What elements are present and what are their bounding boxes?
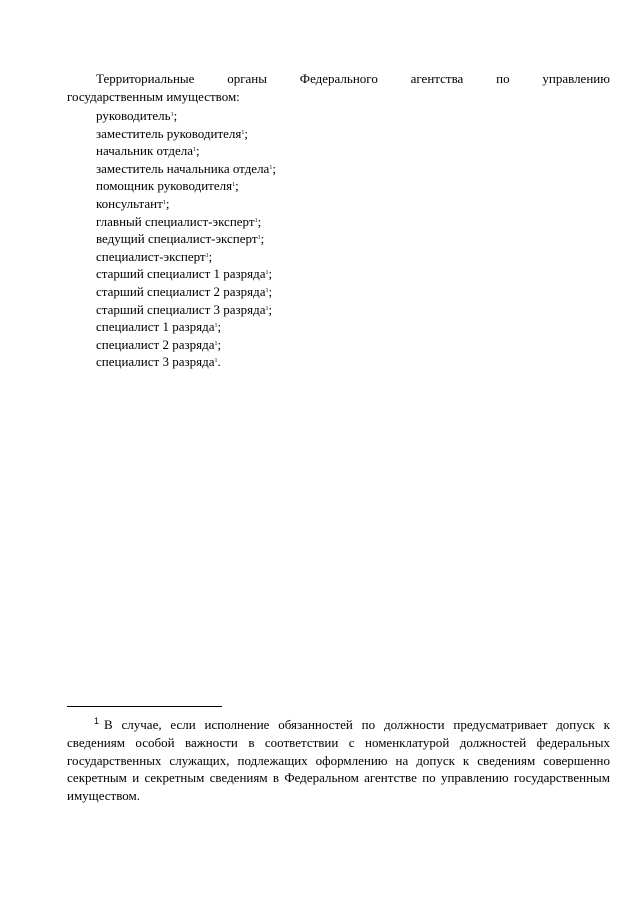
- footnote-reference: 1: [257, 235, 261, 242]
- footnote-divider: [67, 706, 222, 707]
- heading-word: управлению: [542, 71, 610, 86]
- footnote-reference: 1: [265, 287, 269, 294]
- footnote-reference: 1: [193, 147, 197, 154]
- heading-word: органы: [227, 71, 267, 86]
- footnote-reference: 1: [232, 182, 236, 189]
- footnote-reference: 1: [214, 340, 218, 347]
- position-item: консультант$^1$;: [96, 195, 170, 211]
- footnote-reference: 1: [214, 323, 218, 330]
- position-item: помощник руководителя$^1$;: [96, 178, 239, 194]
- position-item: старший специалист 3 разряда$^1$;: [96, 301, 273, 317]
- position-item: старший специалист 1 разряда$^1$;: [96, 266, 273, 282]
- position-item: ведущий специалист-эксперт$^1$;: [96, 231, 265, 247]
- position-item: старший специалист 2 разряда$^1$;: [96, 283, 273, 299]
- section-heading: [67, 70, 610, 105]
- position-item: специалист 1 разряда$^1$;: [96, 319, 222, 335]
- heading-word: агентства: [410, 71, 464, 86]
- footnote-reference: 1: [162, 199, 166, 206]
- position-item: заместитель руководителя$^1$;: [96, 125, 249, 141]
- footnote-number: 1: [94, 716, 100, 726]
- position-item: специалист-эксперт$^1$;: [96, 248, 213, 264]
- position-item: специалист 2 разряда$^1$;: [96, 336, 222, 352]
- footnote-reference: 1: [241, 129, 245, 136]
- position-item: главный специалист-эксперт$^1$;: [96, 213, 262, 229]
- heading-line-2: государственным имуществом:: [67, 88, 240, 104]
- footnote: [67, 716, 610, 805]
- heading-line-1: [67, 70, 610, 88]
- positions-list: [96, 107, 276, 371]
- footnote-reference: 1: [170, 112, 174, 118]
- footnote-reference: 1: [254, 217, 258, 224]
- footnote-reference: 1: [214, 358, 218, 365]
- heading-word: Территориальные: [96, 71, 195, 86]
- position-item: руководитель$^1$;: [96, 108, 178, 123]
- heading-word: по: [496, 71, 510, 86]
- footnote-reference: 1: [269, 164, 273, 171]
- footnote-reference: 1: [205, 252, 209, 259]
- footnote-reference: 1: [265, 305, 269, 312]
- position-item: заместитель начальника отдела$^1$;: [96, 160, 276, 176]
- footnote-text: В случае, если исполнение обязанностей по должности предусматривает допуск к сведениям особой важности в соответствии с номенклатурой должностей федеральных государственных служащих, подлежащих оформлению на допуск к сведениям совершенно секретным и секретным сведениям в Федеральном агентстве по управлению государственным имуществом.: [67, 717, 610, 804]
- footnote-reference: 1: [265, 270, 269, 277]
- heading-word: Федерального: [299, 71, 378, 86]
- position-item: специалист 3 разряда$^1$.: [96, 354, 221, 370]
- position-item: начальник отдела$^1$;: [96, 143, 200, 159]
